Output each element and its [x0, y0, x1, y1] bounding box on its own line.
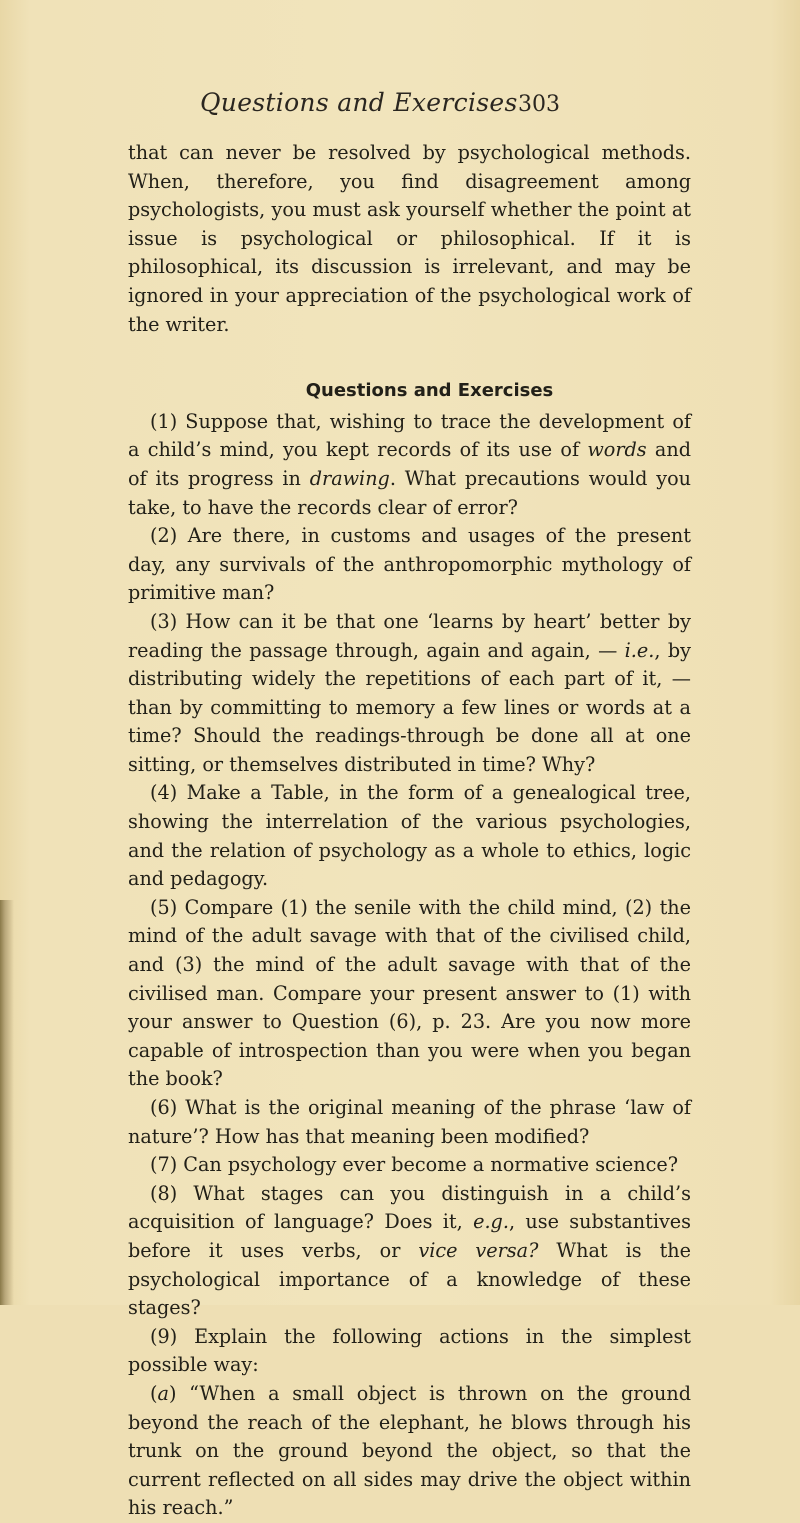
question-8 [128, 1180, 691, 1323]
question-9: (9) Explain the following actions in the simplest possible way: [128, 1324, 691, 1377]
question-1-emphasis-words: words [587, 438, 647, 462]
question-9a-open: ( [150, 1381, 158, 1405]
question-1 [128, 408, 691, 522]
question-9a-letter: a [157, 1381, 169, 1405]
question-8-text-b: , use substantives before it uses verbs, or [128, 1210, 692, 1262]
question-8-emphasis-vice-versa: vice versa? [418, 1238, 539, 1262]
question-3 [128, 608, 691, 780]
question-1-text-a: (1) Suppose that, wishing to trace the development of a child’s mind, you kept records of its use of [128, 409, 691, 462]
question-6: (6) What is the original meaning of the phrase ‘law of nature’? How has that meaning been modified? [128, 1096, 691, 1148]
question-3-text-a: (3) How can it be that one ‘learns by heart’ better by reading the passage through, again and again, — [128, 609, 691, 662]
question-3-emphasis-ie: i.e. [624, 638, 655, 662]
question-5: (5) Compare (1) the senile with the child mind, (2) the mind of the adult savage with that of the civilised child, and (3) the mind of the adult savage with that of the civilised man. Compare your present answer to (1) with your answer to Question (6), p. 23. Are you now more capable of introspection than you were when you began the book? [128, 895, 691, 1091]
question-8-emphasis-eg: e.g. [473, 1210, 509, 1234]
question-7: (7) Can psychology ever become a normative science? [150, 1153, 679, 1177]
question-2: (2) Are there, in customs and usages of the present day, any survivals of the anthropomorphic mythology of primitive man? [128, 524, 691, 605]
question-8-text-c: What is the psychological importance of a knowledge of these stages? [128, 1238, 691, 1320]
binding-shadow [0, 900, 14, 1305]
question-9a-text: ) “When a small object is thrown on the ground beyond the reach of the elephant, he blows through his trunk on the ground beyond the object, so that the current reflected on all sides may drive the object within his reach.” [128, 1381, 691, 1520]
intro-paragraph: that can never be resolved by psychological methods. When, therefore, you find disagreement among psychologists, you must ask yourself whether the point at issue is psychological or philosophical. If it is philosophical, its discussion is irrelevant, and may be ignored in your appreciation of the psychological work of the writer. [128, 141, 691, 336]
running-head: Questions and Exercises [200, 88, 518, 117]
question-8-text-a: (8) What stages can you distinguish in a child’s acquisition of language? Does it, [128, 1181, 691, 1234]
section-heading: Questions and Exercises [305, 380, 554, 402]
question-1-text-c: . What precautions would you take, to have the records clear of error? [128, 466, 692, 519]
question-1-text-b: and of its progress in [128, 438, 691, 490]
page-header [0, 88, 800, 128]
question-4: (4) Make a Table, in the form of a genealogical tree, showing the interrelation of the various psychologies, and the relation of psychology as a whole to ethics, logic and pedagogy. [128, 781, 691, 891]
page-body [128, 139, 691, 1523]
page-number: 303 [518, 92, 560, 117]
question-9a [128, 1380, 691, 1523]
question-1-emphasis-drawing: drawing [309, 466, 390, 490]
question-3-text-b: , by distributing widely the repetitions of each part of it, — than by committing to memory a few lines or words at a time? Should the readings-through be done all at one sitting, or themselves distributed in time? Why? [128, 638, 691, 776]
